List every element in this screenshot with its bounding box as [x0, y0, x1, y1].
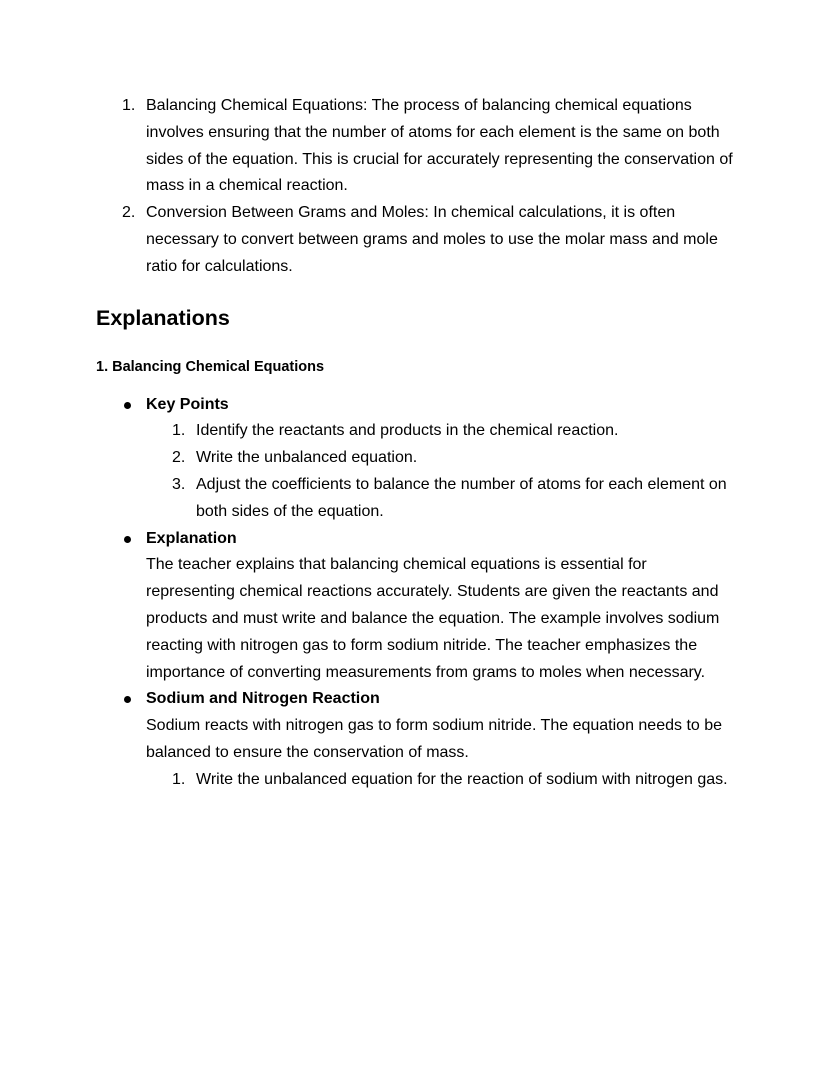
nested-list-number: 2. [172, 449, 186, 467]
nested-list-number: 3. [172, 475, 186, 493]
nested-list-item-text: Write the unbalanced equation for the reaction of sodium with nitrogen gas. [196, 770, 728, 788]
nested-list-item [146, 445, 740, 472]
nested-list-number: 1. [172, 770, 186, 788]
summary-list [96, 93, 740, 281]
list-item-text: Balancing Chemical Equations: The process of balancing chemical equations involves ensuring that the number of atoms for each element is the same on both sides of the equation. This is crucial for accurately representing the conservation of mass in a chemical reaction. [146, 97, 733, 195]
bullet-dot-icon [124, 696, 131, 703]
nested-list-item [146, 767, 740, 794]
nested-list-item-text: Adjust the coefficients to balance the number of atoms for each element on both sides of the equation. [196, 475, 727, 520]
bullet-marker [96, 526, 146, 687]
bullet-marker [96, 686, 146, 793]
list-item [96, 200, 740, 280]
bullet-content [146, 686, 740, 793]
bullet-dot-icon [124, 536, 131, 543]
bullet-title: Explanation [146, 529, 237, 547]
bullet-dot-icon [124, 402, 131, 409]
nested-list-item-text: Write the unbalanced equation. [196, 449, 418, 467]
subsection-heading: 1. Balancing Chemical Equations [96, 358, 325, 375]
list-number: 1. [122, 97, 136, 114]
list-item [96, 93, 740, 200]
nested-numbered-list [146, 767, 740, 794]
list-item-text: Conversion Between Grams and Moles: In chemical calculations, it is often necessary to convert between grams and moles to use the molar mass and mole ratio for calculations. [146, 204, 718, 275]
bullet-content [146, 392, 740, 526]
bullet-marker [96, 392, 146, 526]
nested-list-number: 1. [172, 422, 186, 440]
bullet-title: Key Points [146, 395, 229, 413]
nested-list-item [146, 418, 740, 445]
bullet-list [96, 392, 740, 794]
bullet-body-text: The teacher explains that balancing chemical equations is essential for representing chemical reactions accurately. Students are given the reactants and products and must write and balance the equation. The example involves sodium reacting with nitrogen gas to form sodium nitride. The teacher emphasizes the importance of converting measurements from grams to moles when necessary. [146, 556, 720, 681]
list-number: 2. [122, 204, 136, 222]
explanations-heading: Explanations [96, 305, 230, 330]
bullet-body-text: Sodium reacts with nitrogen gas to form sodium nitride. The equation needs to be balanced to ensure the conservation of mass. [146, 717, 723, 761]
bullet-title: Sodium and Nitrogen Reaction [146, 690, 380, 708]
nested-numbered-list [146, 418, 740, 525]
content-column [96, 93, 740, 794]
bullet-item-explanation [96, 526, 740, 687]
bullet-item-key-points [96, 392, 740, 526]
bullet-content [146, 526, 740, 687]
nested-list-item [146, 472, 740, 526]
nested-list-item-text: Identify the reactants and products in the chemical reaction. [196, 422, 619, 440]
bullet-item-sodium-nitrogen-reaction [96, 686, 740, 793]
